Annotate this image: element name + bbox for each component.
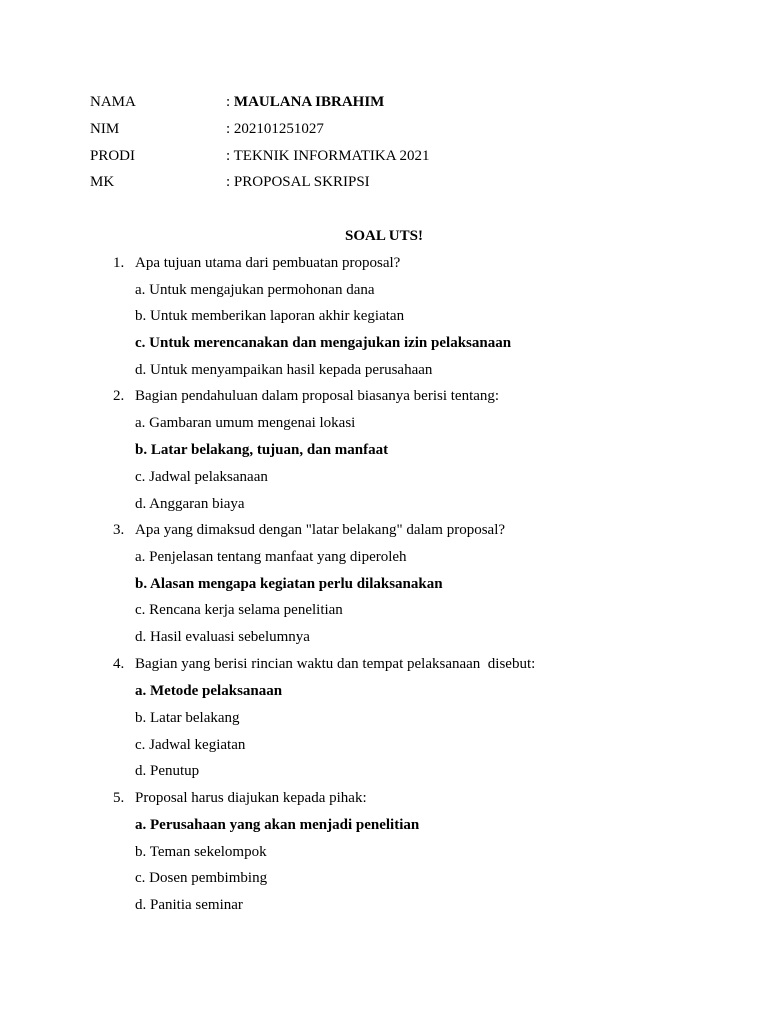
page-title: SOAL UTS! — [345, 228, 423, 244]
header-label: NIM — [90, 121, 120, 137]
option: c. Dosen pembimbing — [135, 870, 268, 886]
option: b. Untuk memberikan laporan akhir kegiatan — [135, 308, 405, 324]
header-value: : PROPOSAL SKRIPSI — [226, 174, 370, 190]
option: a. Penjelasan tentang manfaat yang diperoleh — [135, 549, 407, 565]
header-label: MK — [90, 174, 115, 190]
question-number: 3. — [113, 522, 125, 538]
option: b. Latar belakang — [135, 710, 240, 726]
option-answer: a. Perusahaan yang akan menjadi penelitian — [135, 817, 420, 833]
option: c. Rencana kerja selama penelitian — [135, 602, 343, 618]
question-number: 5. — [113, 790, 125, 806]
option: d. Penutup — [135, 763, 200, 779]
option: c. Jadwal pelaksanaan — [135, 469, 268, 485]
option-answer: b. Latar belakang, tujuan, dan manfaat — [135, 442, 389, 458]
option: d. Untuk menyampaikan hasil kepada perusahaan — [135, 362, 433, 378]
option: b. Teman sekelompok — [135, 844, 267, 860]
question-text: Bagian pendahuluan dalam proposal biasanya berisi tentang: — [135, 388, 500, 404]
header-label: PRODI — [90, 148, 136, 164]
option-answer: b. Alasan mengapa kegiatan perlu dilaksanakan — [135, 576, 443, 592]
option-answer: a. Metode pelaksanaan — [135, 683, 283, 699]
question-number: 2. — [113, 388, 125, 404]
question-text: Proposal harus diajukan kepada pihak: — [135, 790, 367, 806]
option: a. Untuk mengajukan permohonan dana — [135, 282, 375, 298]
question-text: Bagian yang berisi rincian waktu dan tempat pelaksanaan disebut: — [135, 656, 536, 672]
header-value: : TEKNIK INFORMATIKA 2021 — [226, 148, 430, 164]
question-number: 1. — [113, 255, 125, 271]
option: c. Jadwal kegiatan — [135, 737, 246, 753]
header-value — [226, 92, 384, 112]
header-value-prefix: : — [226, 94, 234, 110]
option: d. Anggaran biaya — [135, 496, 245, 512]
option: a. Gambaran umum mengenai lokasi — [135, 415, 356, 431]
option: d. Panitia seminar — [135, 897, 243, 913]
question-text: Apa tujuan utama dari pembuatan proposal? — [135, 255, 401, 271]
question-number: 4. — [113, 656, 125, 672]
header-value: : 202101251027 — [226, 121, 324, 137]
option-answer: c. Untuk merencanakan dan mengajukan izin pelaksanaan — [135, 335, 512, 351]
option: d. Hasil evaluasi sebelumnya — [135, 629, 310, 645]
header-label: NAMA — [90, 94, 136, 110]
question-text: Apa yang dimaksud dengan "latar belakang" dalam proposal? — [135, 522, 506, 538]
student-name: MAULANA IBRAHIM — [233, 94, 385, 110]
